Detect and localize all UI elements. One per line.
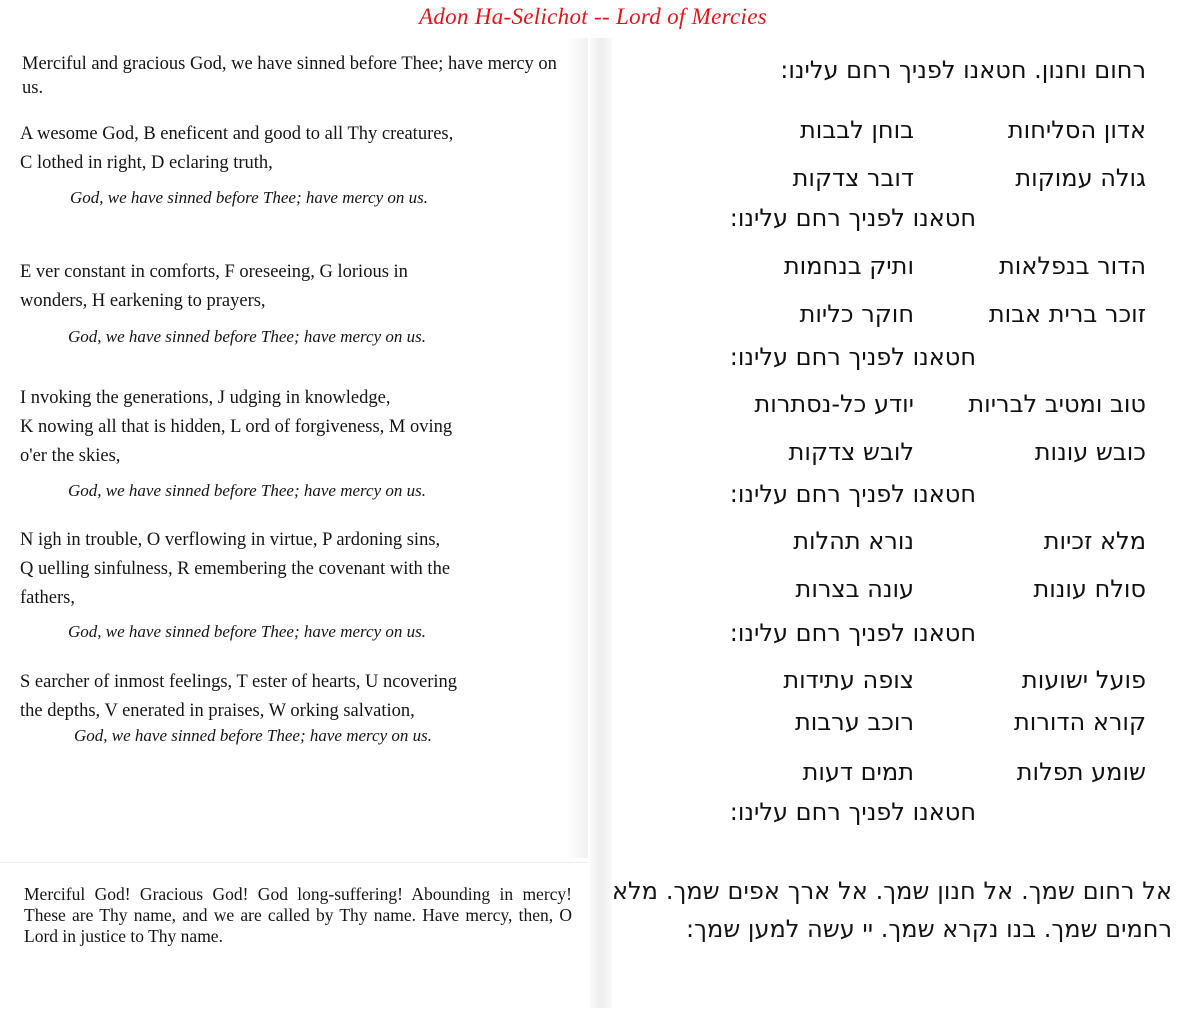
hebrew-refrain: חטאנו לפניך רחם עלינו: — [729, 204, 976, 232]
hebrew-closing: אל רחום שמך. אל חנון שמך. אל ארך אפים שמך. מלא רחמים שמך. בנו נקרא שמך. יי עשה למען שמך: — [612, 877, 1172, 943]
hebrew-refrain: חטאנו לפניך רחם עלינו: — [729, 343, 976, 371]
stanza-line: fathers, — [20, 588, 75, 608]
hebrew-row-left: נורא תהלות — [793, 527, 914, 555]
hebrew-row-left: רוכב ערבות — [794, 708, 914, 736]
stanza-line: o'er the skies, — [20, 446, 121, 466]
english-stanza-5 — [20, 668, 575, 726]
stanza-line: E ver constant in comforts, F oreseeing, G lorious in — [20, 262, 408, 282]
hebrew-row-right: קורא הדורות — [1014, 708, 1146, 736]
english-intro: Merciful and gracious God, we have sinned before Thee; have mercy on us. — [22, 54, 557, 98]
english-stanza-3 — [20, 384, 575, 471]
hebrew-row-right: הדור בנפלאות — [999, 252, 1146, 280]
english-refrain: God, we have sinned before Thee; have mercy on us. — [70, 188, 428, 207]
page-title: Adon Ha-Selichot -- Lord of Mercies — [419, 4, 767, 29]
stanza-line: I nvoking the generations, J udging in knowledge, — [20, 388, 391, 408]
hebrew-row-left: דובר צדקות — [792, 164, 914, 192]
hebrew-refrain: חטאנו לפניך רחם עלינו: — [729, 619, 976, 647]
hebrew-row-left: צופה עתידות — [783, 666, 914, 694]
hebrew-row-left: לובש צדקות — [788, 438, 914, 466]
english-stanza-1 — [20, 120, 575, 178]
english-closing: Merciful God! Gracious God! God long-suffering! Abounding in mercy! These are Thy name, and we are called by Thy name. Have mercy, then, O Lord in justice to Thy name. — [24, 884, 572, 946]
hebrew-row-right: שומע תפלות — [1016, 758, 1146, 786]
hebrew-row-left: יודע כל-נסתרות — [754, 390, 914, 418]
stanza-line: the depths, V enerated in praises, W orking salvation, — [20, 701, 415, 721]
hebrew-row-left: בוחן לבבות — [800, 116, 914, 144]
hebrew-row-right: מלא זכיות — [1043, 527, 1146, 555]
english-refrain: God, we have sinned before Thee; have mercy on us. — [68, 481, 426, 500]
hebrew-row-right: זוכר ברית אבות — [988, 300, 1146, 328]
hebrew-row-right: אדון הסליחות — [1007, 116, 1146, 144]
stanza-line: Q uelling sinfulness, R emembering the covenant with the — [20, 559, 451, 579]
stanza-line: wonders, H earkening to prayers, — [20, 291, 266, 311]
hebrew-row-right: גולה עמוקות — [1015, 164, 1146, 192]
hebrew-row-right: טוב ומטיב לבריות — [968, 390, 1146, 418]
english-refrain: God, we have sinned before Thee; have mercy on us. — [74, 726, 432, 745]
stanza-line: S earcher of inmost feelings, T ester of hearts, U ncovering — [20, 672, 458, 692]
hebrew-intro: רחום וחנון. חטאנו לפניך רחם עלינו: — [780, 56, 1146, 84]
english-refrain: God, we have sinned before Thee; have mercy on us. — [68, 327, 426, 346]
hebrew-refrain: חטאנו לפניך רחם עלינו: — [729, 480, 976, 508]
english-refrain: God, we have sinned before Thee; have mercy on us. — [68, 622, 426, 641]
hebrew-row-right: כובש עונות — [1034, 438, 1146, 466]
english-stanza-4 — [20, 526, 575, 613]
hebrew-row-left: חוקר כליות — [799, 300, 914, 328]
hebrew-row-left: ותיק בנחמות — [783, 252, 914, 280]
stanza-line: A wesome God, B eneficent and good to all Thy creatures, — [20, 124, 454, 144]
stanza-line: C lothed in right, D eclaring truth, — [20, 153, 273, 173]
stanza-line: N igh in trouble, O verflowing in virtue, P ardoning sins, — [20, 530, 441, 550]
stanza-line: K nowing all that is hidden, L ord of forgiveness, M oving — [20, 417, 453, 437]
hebrew-row-left: תמים דעות — [802, 758, 914, 786]
hebrew-refrain: חטאנו לפניך רחם עלינו: — [729, 798, 976, 826]
hebrew-row-left: עונה בצרות — [795, 575, 914, 603]
english-stanza-2 — [20, 258, 575, 316]
hebrew-row-right: פועל ישועות — [1021, 666, 1146, 694]
page-gutter — [590, 38, 612, 1008]
hebrew-row-right: סולח עונות — [1033, 575, 1146, 603]
